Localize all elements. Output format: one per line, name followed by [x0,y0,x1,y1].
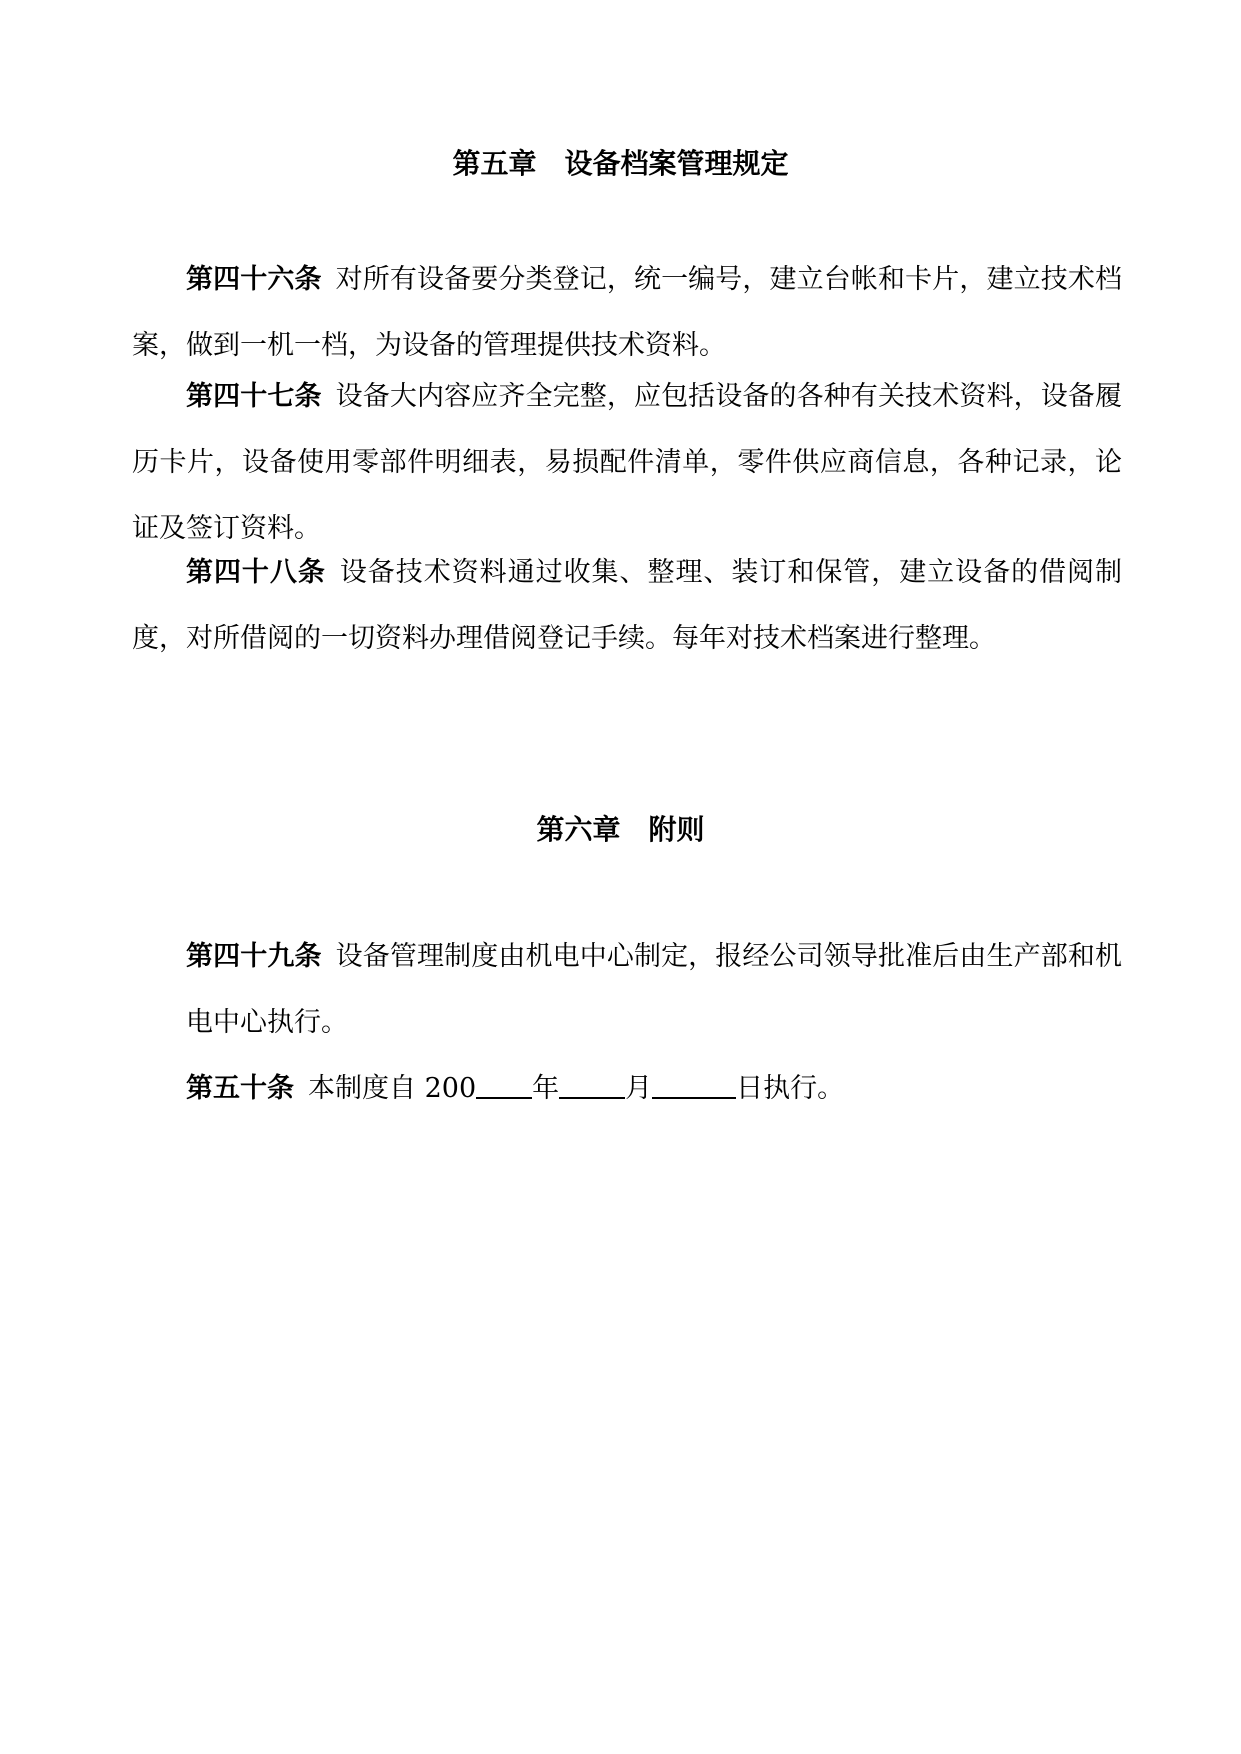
article-49-label: 第四十九条 [186,941,322,972]
article-47-text: 设备大内容应齐全完整，应包括设备的各种有关技术资料，设备履历卡片，设备使用零部件明细表，易损配件清单，零件供应商信息，各种记录，论证及签订资料。 [132,381,1123,544]
chapter-5-title: 设备档案管理规定 [564,147,789,180]
article-46-text: 对所有设备要分类登记，统一编号，建立台帐和卡片，建立技术档案，做到一机一档，为设备的管理提供技术资料。 [132,264,1123,361]
month-blank [559,1071,625,1099]
article-50-year: 年 [532,1073,560,1104]
article-50-label: 第五十条 [186,1073,294,1104]
article-50-day: 日执行。 [736,1073,845,1104]
article-47 [132,364,1122,562]
article-48-label: 第四十八条 [186,557,326,588]
article-48 [132,540,1122,672]
article-50-prefix: 本制度自 200 [308,1073,477,1104]
year-blank [476,1071,532,1099]
chapter-5-number: 第五章 [452,147,537,180]
article-50 [186,1056,1122,1122]
article-49 [186,924,1122,1056]
article-47-label: 第四十七条 [186,381,322,412]
chapter-6-title: 附则 [648,813,705,846]
chapter-6-number: 第六章 [536,813,621,846]
day-blank [652,1071,736,1099]
article-50-month: 月 [625,1073,653,1104]
chapter-5-heading [0,144,1241,184]
chapter-6-heading [0,810,1241,850]
article-46-label: 第四十六条 [186,264,322,295]
article-46 [132,247,1122,379]
article-49-text: 设备管理制度由机电中心制定，报经公司领导批准后由生产部和机电中心执行。 [186,941,1123,1038]
article-48-text: 设备技术资料通过收集、整理、装订和保管，建立设备的借阅制度，对所借阅的一切资料办理借阅登记手续。每年对技术档案进行整理。 [132,557,1122,654]
